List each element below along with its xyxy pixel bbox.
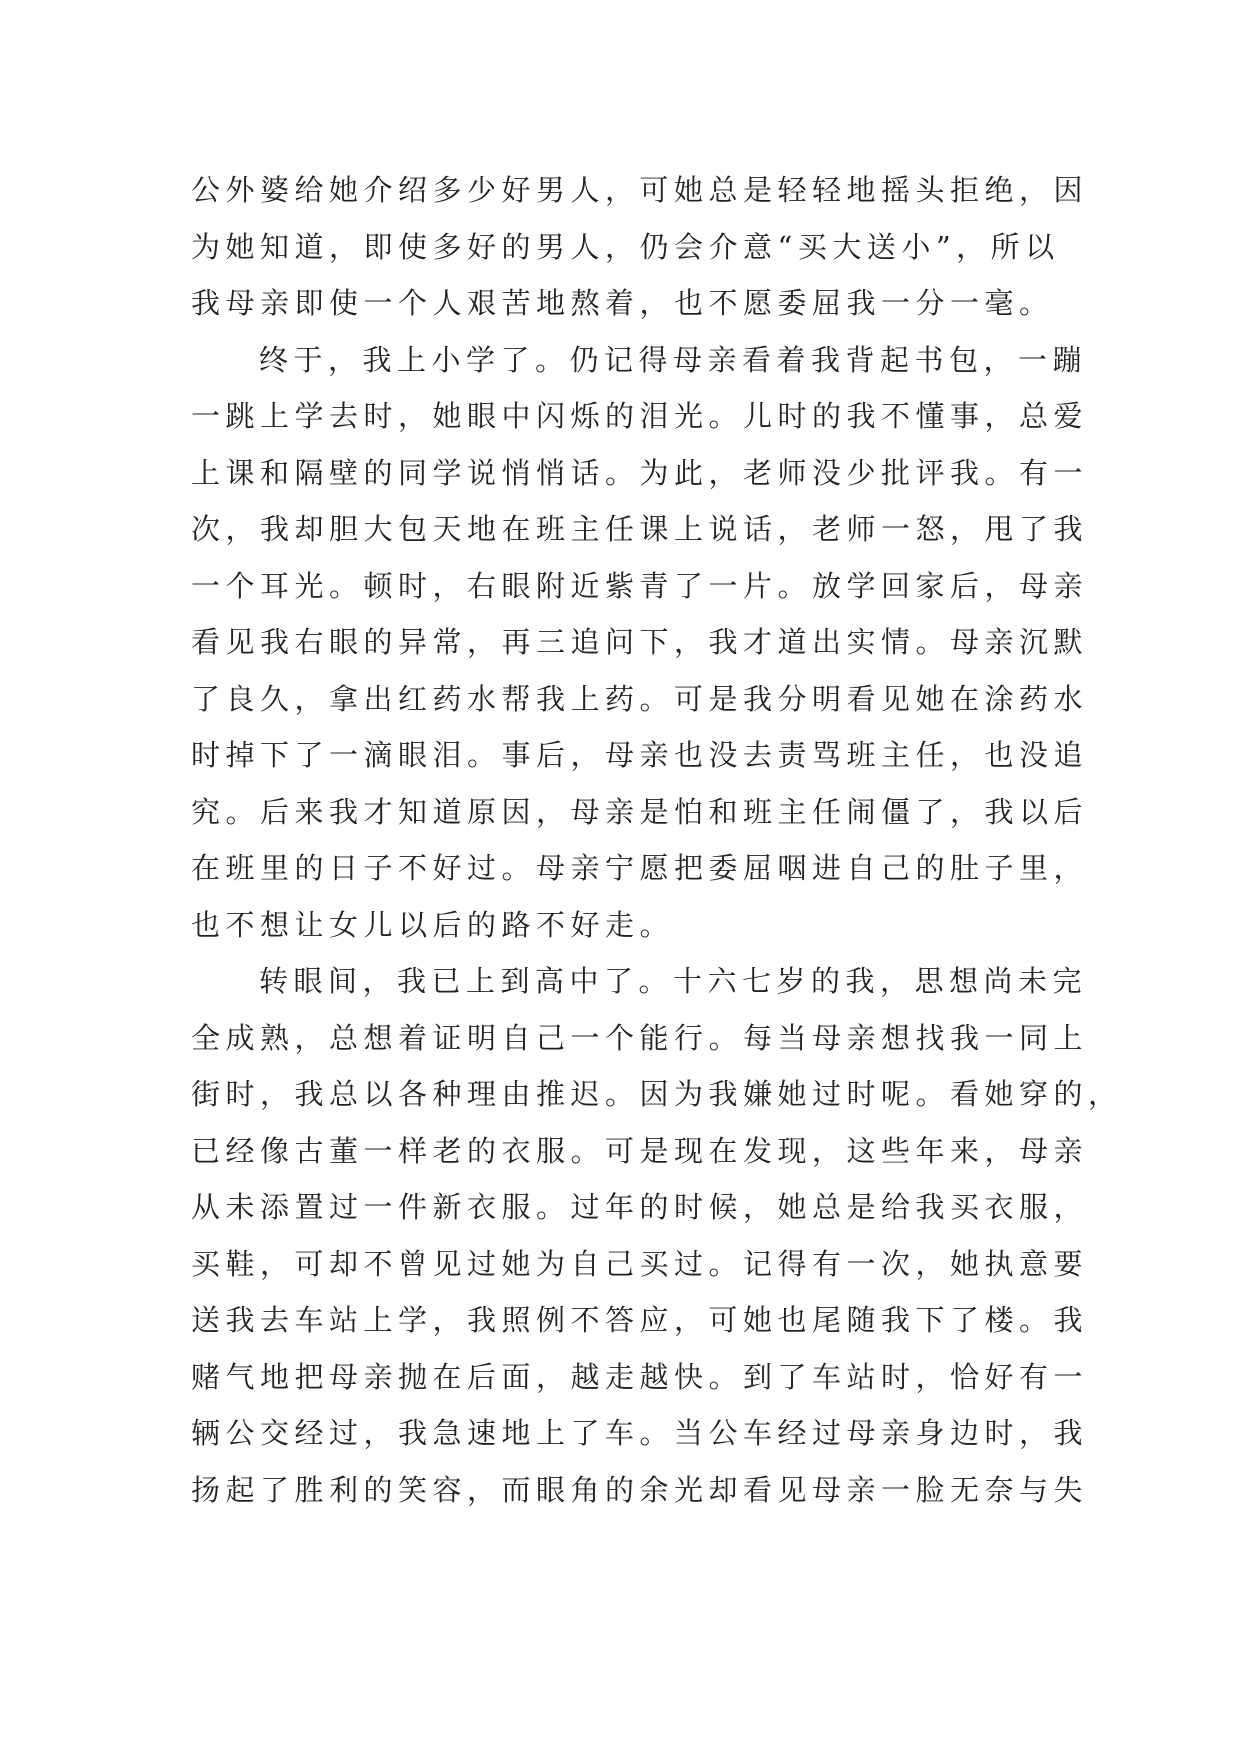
paragraph-start-line: 转眼间，我已上到高中了。十六七岁的我，思想尚未完 (259, 964, 1088, 998)
text-line: 时掉下了一滴眼泪。事后，母亲也没去责骂班主任，也没追 (191, 738, 1089, 772)
text-line: 为她知道，即使多好的男人，仍会介意“买大送小”，所以 (191, 229, 1060, 264)
text-line: 公外婆给她介绍多少好男人，可她总是轻轻地摇头拒绝，因 (191, 173, 1089, 207)
text-line: 一个耳光。顿时，右眼附近紫青了一片。放学回家后，母亲 (191, 568, 1089, 603)
text-line: 次，我却胆大包天地在班主任课上说话，老师一怒，甩了我 (191, 512, 1089, 546)
text-line: 街时，我总以各种理由推迟。因为我嫌她过时呢。看她穿的， (191, 1077, 1123, 1111)
text-line: 也不想让女儿以后的路不好走。 (191, 907, 675, 942)
text-line: 究。后来我才知道原因，母亲是怕和班主任闹僵了，我以后 (191, 794, 1089, 829)
text-line: 已经像古董一样老的衣服。可是现在发现，这些年来，母亲 (191, 1133, 1089, 1168)
text-line: 看见我右眼的异常，再三追问下，我才道出实情。母亲沉默 (191, 625, 1089, 659)
text-line: 扬起了胜利的笑容，而眼角的余光却看见母亲一脸无奈与失 (191, 1472, 1089, 1507)
text-line: 在班里的日子不好过。母亲宁愿把委屈咽进自己的肚子里， (191, 851, 1089, 885)
text-line: 一跳上学去时，她眼中闪烁的泪光。儿时的我不懂事，总爱 (191, 399, 1089, 433)
text-line: 上课和隔壁的同学说悄悄话。为此，老师没少批评我。有一 (191, 455, 1089, 490)
document-body (191, 162, 1123, 1518)
text-line: 了良久，拿出红药水帮我上药。可是我分明看见她在涂药水 (191, 681, 1089, 716)
text-line: 辆公交经过，我急速地上了车。当公车经过母亲身边时，我 (191, 1416, 1089, 1450)
text-line: 全成熟，总想着证明自己一个能行。每当母亲想找我一同上 (191, 1020, 1089, 1055)
text-line: 我母亲即使一个人艰苦地熬着，也不愿委屈我一分一毫。 (191, 286, 1054, 320)
text-line: 从未添置过一件新衣服。过年的时候，她总是给我买衣服， (191, 1190, 1089, 1224)
paragraph-start-line: 终于，我上小学了。仍记得母亲看着我背起书包，一蹦 (259, 342, 1088, 377)
text-line: 赌气地把母亲抛在后面，越走越快。到了车站时，恰好有一 (191, 1359, 1089, 1394)
text-line: 买鞋，可却不曾见过她为自己买过。记得有一次，她执意要 (191, 1246, 1089, 1281)
text-line: 送我去车站上学，我照例不答应，可她也尾随我下了楼。我 (191, 1303, 1089, 1337)
